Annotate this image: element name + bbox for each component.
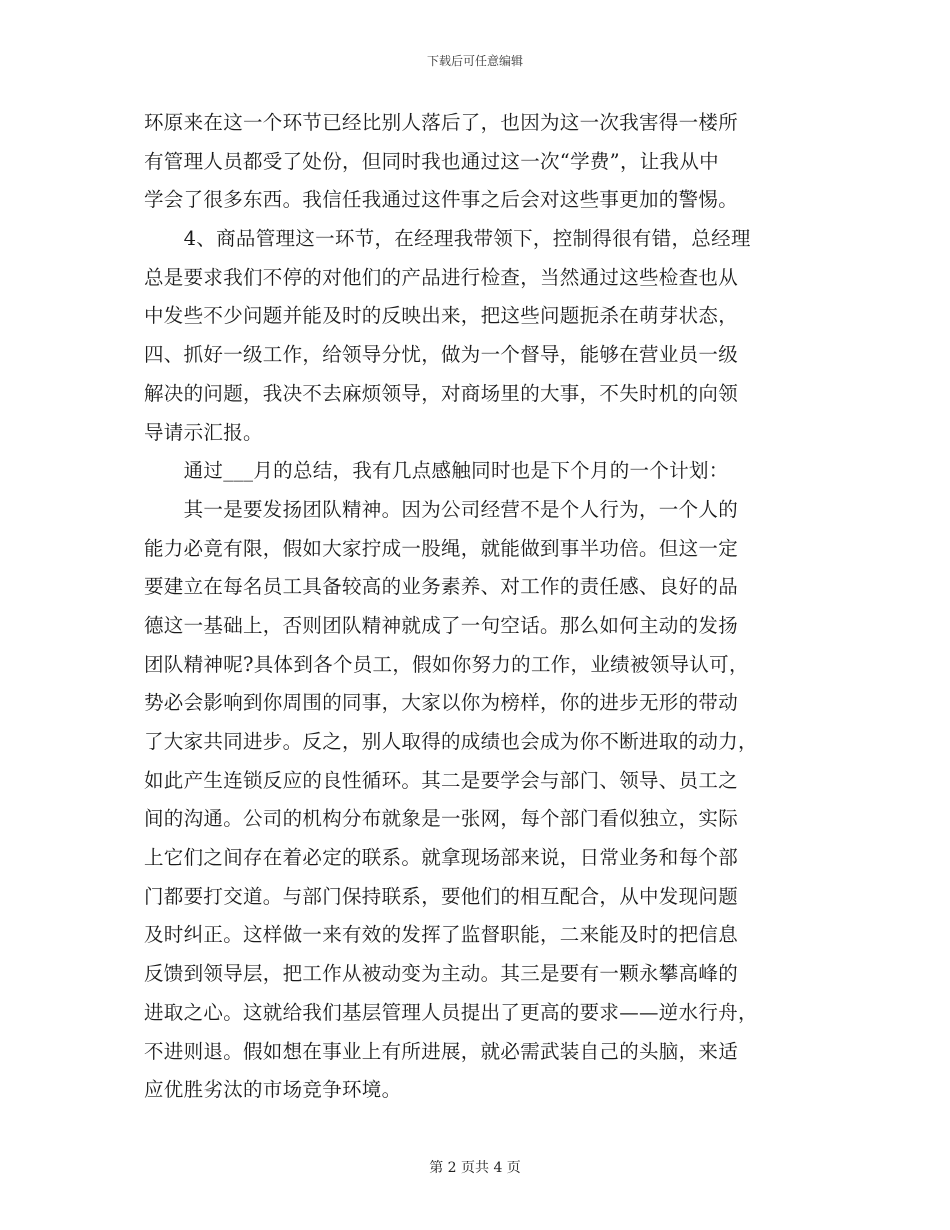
body-line: 有管理人员都受了处份，但同时我也通过这一次“学费”，让我从中 (144, 149, 719, 173)
body-line: 不进则退。假如想在事业上有所进展，就必需武装自己的头脑，来适 (144, 1039, 739, 1063)
body-line: 了大家共同进步。反之，别人取得的成绩也会成为你不断进取的动力， (144, 730, 758, 753)
body-line: 门都要打交道。与部门保持联系，要他们的相互配合，从中发现问题 (144, 884, 739, 908)
body-line: 如此产生连锁反应的良性循环。其二是要学会与部门、领导、员工之 (144, 768, 739, 792)
body-line: 团队精神呢?具体到各个员工，假如你努力的工作，业绩被领导认可， (144, 652, 749, 676)
body-line: 导请示汇报。 (144, 420, 263, 444)
body-line: 解决的问题，我决不去麻烦领导，对商场里的大事，不失时机的向领 (144, 381, 739, 405)
body-line: 上它们之间存在着必定的联系。就拿现场部来说，日常业务和每个部 (144, 846, 739, 870)
body-line: 4、商品管理这一环节，在经理我带领下，控制得很有错，总经理 (144, 227, 751, 251)
body-line: 势必会影响到你周围的同事，大家以你为榜样，你的进步无形的带动 (144, 691, 739, 715)
body-line: 及时纠正。这样做一来有效的发挥了监督职能，二来能及时的把信息 (144, 923, 739, 947)
page-header: 下载后可任意编辑 (426, 54, 523, 68)
document-body (144, 104, 808, 1110)
page-footer: 第 2 页共 4 页 (429, 1160, 521, 1176)
body-line: 其一是要发扬团队精神。因为公司经营不是个人行为，一个人的 (144, 497, 739, 521)
body-line: 应优胜劣汰的市场竞争环境。 (144, 1078, 402, 1102)
body-line: 通过___月的总结，我有几点感触同时也是下个月的一个计划： (144, 459, 729, 483)
body-line: 德这一基础上，否则团队精神就成了一句空话。那么如何主动的发扬 (144, 613, 739, 637)
body-line: 反馈到领导层，把工作从被动变为主动。其三是要有一颗永攀高峰的 (144, 962, 739, 986)
body-line: 间的沟通。公司的机构分布就象是一张网，每个部门看似独立，实际 (144, 807, 739, 831)
body-line: 学会了很多东西。我信任我通过这件事之后会对这些事更加的警惕。 (144, 188, 739, 212)
body-line: 总是要求我们不停的对他们的产品进行检查，当然通过这些检查也从 (144, 265, 739, 289)
body-line: 要建立在每名员工具备较高的业务素养、对工作的责任感、良好的品 (144, 575, 739, 599)
body-line: 能力必竟有限，假如大家拧成一股绳，就能做到事半功倍。但这一定 (144, 536, 739, 560)
body-line: 环原来在这一个环节已经比别人落后了，也因为这一次我害得一楼所 (144, 111, 739, 134)
body-line: 四、抓好一级工作，给领导分忧，做为一个督导，能够在营业员一级 (144, 343, 739, 367)
body-line: 中发些不少问题并能及时的反映出来，把这些问题扼杀在萌芽状态， (144, 304, 739, 328)
body-line: 进取之心。这就给我们基层管理人员提出了更高的要求——逆水行舟， (144, 1000, 758, 1024)
